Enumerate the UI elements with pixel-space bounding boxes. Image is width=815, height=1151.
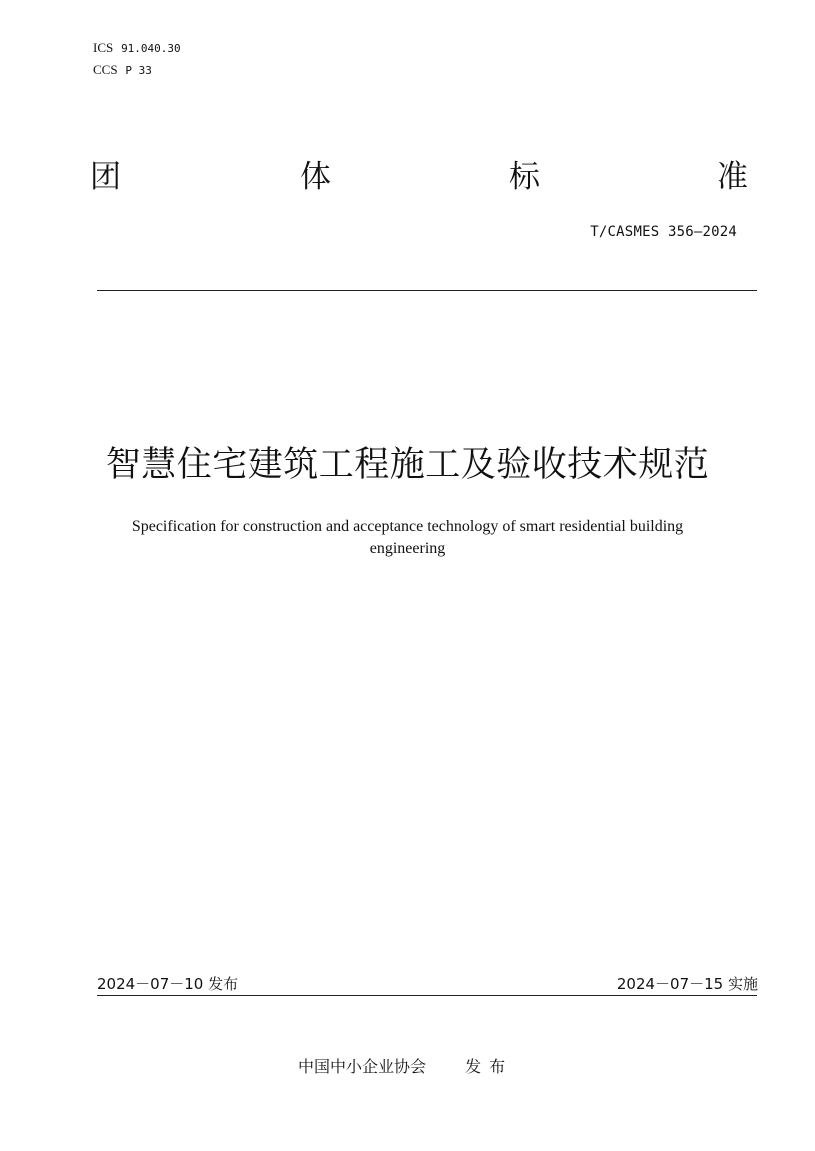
ccs-label: CCS — [93, 62, 118, 77]
ccs-line — [93, 61, 152, 80]
document-title-en: Specification for construction and acceptance technology of smart residential building engineering — [131, 518, 684, 557]
publisher-line — [298, 1054, 513, 1077]
document-title-cn: 智慧住宅建筑工程施工及验收技术规范 — [105, 445, 710, 485]
standard-type-char-2: 体 — [300, 159, 331, 195]
publisher-action: 发布 — [465, 1057, 514, 1076]
ics-value: 91.040.30 — [121, 42, 181, 55]
publisher-name: 中国中小企业协会 — [298, 1057, 427, 1076]
standard-number: T/CASMES 356—2024 — [590, 224, 737, 240]
top-divider — [97, 290, 757, 291]
standard-type-char-3: 标 — [509, 159, 540, 195]
release-date: 2024－07－10 发布 — [97, 975, 239, 993]
implementation-date: 2024－07－15 实施 — [616, 975, 758, 993]
ics-line — [93, 39, 181, 58]
bottom-divider — [97, 995, 757, 996]
ccs-value: P 33 — [125, 64, 152, 77]
standard-type-char-4: 准 — [717, 159, 748, 195]
standard-type-char-1: 团 — [90, 159, 121, 195]
ics-label: ICS — [93, 40, 114, 55]
